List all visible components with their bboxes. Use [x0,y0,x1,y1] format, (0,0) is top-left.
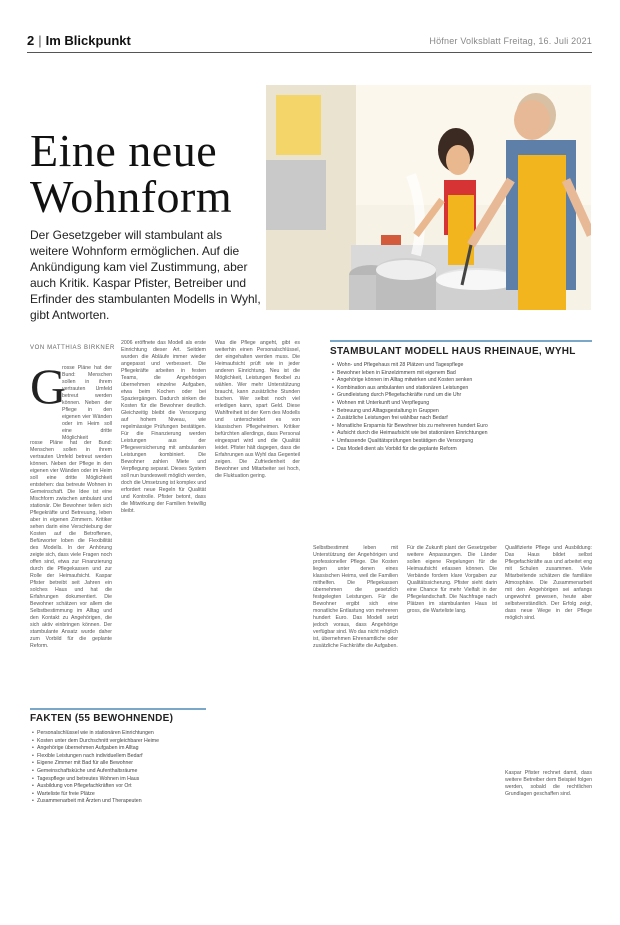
list-item: • Ausbildung von Pflegefachkräften vor Ort [32,783,206,791]
header-rule [27,52,592,53]
list-item: • Tagespflege und betreutes Wohnen im Haus [32,776,206,784]
list-item: • Das Modell dient als Vorbild für die geplante Reform [332,446,590,454]
article-photo [266,85,591,310]
facts-box-list [32,730,206,806]
body-column-6: Qualifizierte Pflege und Ausbildung: Das Haus bildet selbst Pflegefachkräfte aus und arbeitet eng mit Schulen zusammen. Viele Mitarbeitende schätzen die familiäre Atmosphäre. Die Zusammenarbeit mit den Angehörigen sei anfangs ungewohnt gewesen, heute aber selbstverständlich. Der Erfolg zeigt, dass neue Wege in der Pflege möglich sind. [505,545,592,621]
model-box-title: STAMBULANT MODELL HAUS RHEINAUE, WYHL [330,346,576,357]
list-item: • Angehörige können im Alltag mitwirken und Kosten senken [332,377,590,385]
facts-box-rule [30,708,206,710]
author-byline: VON MATTHIAS BIRKNER [30,345,115,351]
list-item: • Gemeinschaftsküche und Aufenthaltsräume [32,768,206,776]
list-item: • Kombination aus ambulanten und stationären Leistungen [332,385,590,393]
list-item: • Eigene Zimmer mit Bad für alle Bewohner [32,760,206,768]
issue-meta: Höfner Volksblatt Freitag, 16. Juli 2021 [429,36,592,46]
list-item: • Betreuung und Alltagsgestaltung in Gruppen [332,408,590,416]
body-column-4: Selbstbestimmt leben mit Unterstützung der Angehörigen und professioneller Pflege. Die Kosten liegen unter denen eines klassischen Heims, weil die Familien mithelfen. Die Pflegekassen übernehmen die gesetzlich festgelegten Leistungen. Für die Bewohner ergibt sich eine monatliche Entlastung von mehreren hundert Euro. Das Modell setzt jedoch voraus, dass Angehörige verfügbar sind. Wo das nicht möglich ist, übernehmen Ehrenamtliche oder zusätzliche Fachkräfte die Aufgaben. [313,545,398,649]
list-item: • Warteliste für freie Plätze [32,791,206,799]
headline-line-2: Wohnform [30,171,233,222]
page-number: 2 [27,33,35,48]
page-header [0,0,620,48]
headline-line-1: Eine neue [30,125,218,176]
drop-cap: G [30,358,67,414]
facts-box-title: FAKTEN (55 BEWOHNENDE) [30,713,174,724]
section-label [27,33,131,48]
body-column-3: Was die Pflege angeht, gibt es weiterhin einen Personalschlüssel, der eingehalten werden muss. Die Heimaufsicht prüft wie in jeder anderen Einrichtung. Neu ist die Möglichkeit, Leistungen flexibel zu wählen. Wer mehr Unterstützung braucht, kann zusätzliche Stunden buchen. Wer selbst noch viel erledigen kann, spart Geld. Diese Wahlfreiheit ist der Kern des Modells und unterscheidet es von klassischen Pflegeheimen. Kritiker befürchten allerdings, dass Personal eingespart wird und die Qualität leidet. Pfister hält dagegen, dass die Erfahrungen aus Wyhl das Gegenteil zeigen. Die Zufriedenheit der Bewohner und Mitarbeiter sei hoch, die Fluktuation gering. [215,340,300,479]
body-column-5: Für die Zukunft plant der Gesetzgeber weitere Anpassungen. Die Länder sollen eigene Regelungen für die Heimaufsicht erlassen können. Die Verbände fordern klare Vorgaben zur Qualitätssicherung. Pfister sieht darin eine Chance für mehr Vielfalt in der Pflegelandschaft. Die Nachfrage nach Plätzen im stambulanten Haus ist gross, die Warteliste lang. [407,545,497,614]
model-box-rule [330,340,592,342]
lead-paragraph: Der Gesetzgeber will stambulant als weitere Wohnform ermöglichen. Auf die Ankündigung kam viel Zustimmung, aber auch Kritik. Kaspar Pfister, Betreiber und Erfinder des stambulanten Modells in Wyhl, gibt Antworten. [30,228,261,322]
body-column-2: 2006 eröffnete das Modell als erste Einrichtung dieser Art. Seitdem wurden die Abläufe immer wieder angepasst und verbessert. Die Pflegekräfte arbeiten in festen Teams, die Angehörigen übernehmen einzelne Aufgaben, etwa beim Kochen oder bei Spaziergängen. Dadurch sinken die Kosten für die Bewohner deutlich. Gleichzeitig bleibt die Versorgung auf hohem Niveau, wie regelmässige Prüfungen bestätigen. Für die Finanzierung werden Leistungen aus der Pflegeversicherung mit ambulanten Leistungen kombiniert. Die Bewohner zahlen Miete und Verpflegung separat. Dieses System soll nun bundesweit möglich werden, doch die Umsetzung ist komplex und erfordert neue Regeln für Qualität und Kontrolle. Pfister betont, dass die Mitwirkung der Familien freiwillig bleibt. [121,340,206,514]
list-item: • Monatliche Ersparnis für Bewohner bis zu mehreren hundert Euro [332,423,590,431]
separator: | [38,33,42,48]
list-item: • Wohnen mit Unterkunft und Verpflegung [332,400,590,408]
headline [30,125,233,222]
list-item: • Angehörige übernehmen Aufgaben im Alltag [32,745,206,753]
model-box-list [332,362,590,453]
list-item: • Grundleistung durch Pflegefachkräfte rund um die Uhr [332,392,590,400]
body-column-1-top: rosse Pläne hat der Bund: Menschen sollen in ihrem vertrauten Umfeld betreut werden können. Neben der Pflege in den eigenen vier Wänden oder im Heim soll eine dritte Möglichkeit [62,365,112,440]
list-item: • Bewohner leben in Einzelzimmern mit eigenem Bad [332,370,590,378]
body-column-7: Kaspar Pfister rechnet damit, dass weitere Betreiber dem Beispiel folgen werden, sobald die rechtlichen Grundlagen geschaffen sind. [505,770,592,797]
list-item: • Aufsicht durch die Heimaufsicht wie bei stationären Einrichtungen [332,430,590,438]
list-item: • Wohn- und Pflegehaus mit 28 Plätzen und Tagespflege [332,362,590,370]
section-name: Im Blickpunkt [45,33,131,48]
list-item: • Zusammenarbeit mit Ärzten und Therapeuten [32,798,206,806]
body-column-1: rosse Pläne hat der Bund: Menschen sollen in ihrem vertrauten Umfeld betreut werden können. Neben der Pflege in den eigenen vier Wänden oder im Heim soll eine dritte Möglichkeit entstehen: das betreute Wohnen in Gemeinschaft. Die Idee ist eine Mischform zwischen ambulant und stationär. Die Bewohner teilen sich Pflegekräfte und Betreuung, leben aber in eigenen Zimmern. Kritiker sehen darin eine Verschiebung der Kosten auf die Betroffenen, Befürworter loben die Flexibilität des Modells. In der Anhörung zeigte sich, dass viele Fragen noch offen sind, etwa zur Finanzierung durch die Pflegekassen und zur Rolle der Heimaufsicht. Kaspar Pfister betreibt seit Jahren ein solches Haus und hat die Erfahrungen dokumentiert. Die Bewohner schätzen vor allem die Selbstbestimmung im Alltag und den Kontakt zu Angehörigen, die sich aktiv einbringen können. Der stambulante Ansatz wurde daher zum Vorbild für die geplante Reform. [30,440,112,649]
list-item: • Zusätzliche Leistungen frei wählbar nach Bedarf [332,415,590,423]
list-item: • Kosten unter dem Durchschnitt vergleichbarer Heime [32,738,206,746]
cooking-photo-illustration [266,85,591,310]
list-item: • Personalschlüssel wie in stationären Einrichtungen [32,730,206,738]
list-item: • Flexible Leistungen nach individuellem Bedarf [32,753,206,761]
list-item: • Umfassende Qualitätsprüfungen bestätigen die Versorgung [332,438,590,446]
